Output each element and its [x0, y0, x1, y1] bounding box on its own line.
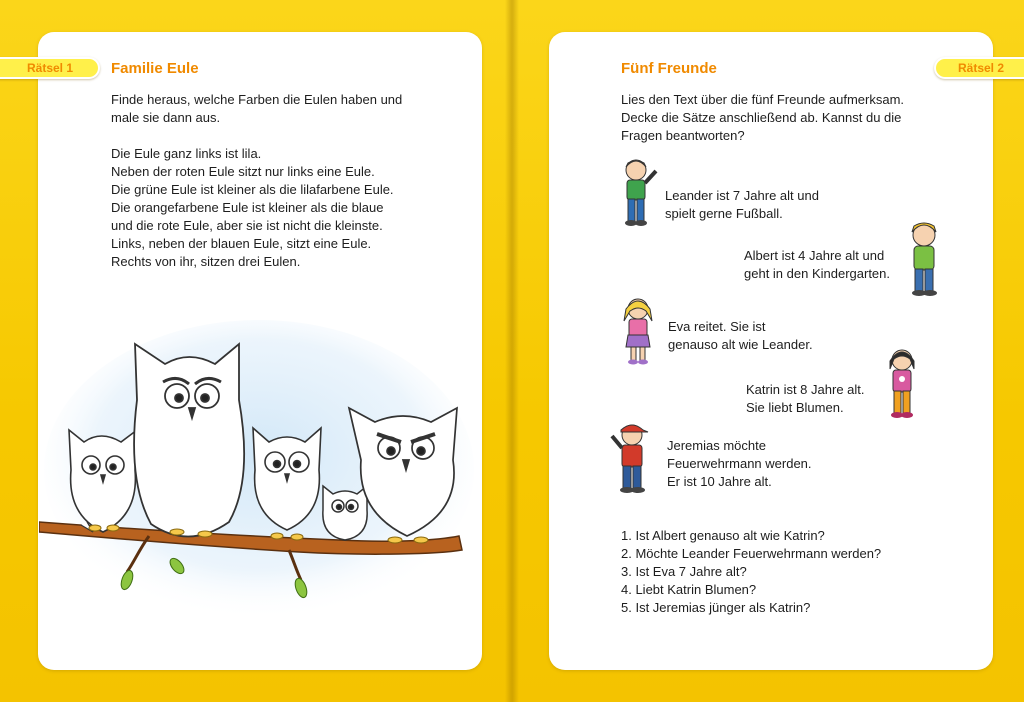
question-list: [621, 527, 881, 617]
friend-text-eva: [668, 318, 813, 354]
right-page-title: Fünf Freunde: [621, 60, 717, 77]
friend-line: genauso alt wie Leander.: [668, 337, 813, 352]
question-item: 4. Liebt Katrin Blumen?: [621, 582, 757, 597]
friend-text-jeremias: [667, 437, 812, 491]
question-item: 1. Ist Albert genauso alt wie Katrin?: [621, 528, 825, 543]
friend-line: spielt gerne Fußball.: [665, 206, 783, 221]
puzzle-tab-1: Rätsel 1: [0, 57, 100, 79]
question-item: 2. Möchte Leander Feuerwehrmann werden?: [621, 546, 882, 561]
friend-line: Feuerwehrmann werden.: [667, 456, 812, 471]
intro-line: Fragen beantworten?: [621, 128, 745, 143]
clue-line: und die rote Eule, aber sie ist nicht die kleinste.: [111, 218, 383, 233]
puzzle-tab-2: Rätsel 2: [934, 57, 1024, 79]
albert-illustration: [900, 218, 950, 300]
friend-line: Jeremias möchte: [667, 438, 766, 453]
clue-line: Rechts von ihr, sitzen drei Eulen.: [111, 254, 301, 269]
friend-line: Er ist 10 Jahre alt.: [667, 474, 772, 489]
left-page-title: Familie Eule: [111, 60, 199, 77]
friend-text-albert: [744, 247, 890, 283]
owl-family-illustration: [39, 300, 481, 630]
friend-line: Albert ist 4 Jahre alt und: [744, 248, 885, 263]
clue-line: Neben der roten Eule sitzt nur links eine Eule.: [111, 164, 375, 179]
eva-illustration: [618, 295, 658, 367]
clue-line: Die orangefarbene Eule ist kleiner als die blaue: [111, 200, 384, 215]
clue-line: Die grüne Eule ist kleiner als die lilafarbene Eule.: [111, 182, 394, 197]
owl-clues: [111, 145, 394, 271]
katrin-illustration: [880, 345, 924, 423]
clue-line: Links, neben der blauen Eule, sitzt eine Eule.: [111, 236, 372, 251]
friend-text-katrin: [746, 381, 865, 417]
intro-line: Decke die Sätze anschließend ab. Kannst du die: [621, 110, 902, 125]
intro-line: Lies den Text über die fünf Freunde aufmerksam.: [621, 92, 905, 107]
intro-line: Finde heraus, welche Farben die Eulen haben und: [111, 92, 403, 107]
jeremias-illustration: [606, 418, 656, 498]
friend-line: Eva reitet. Sie ist: [668, 319, 766, 334]
friend-text-leander: [665, 187, 819, 223]
clue-line: Die Eule ganz links ist lila.: [111, 146, 262, 161]
friend-line: Katrin ist 8 Jahre alt.: [746, 382, 865, 397]
question-item: 3. Ist Eva 7 Jahre alt?: [621, 564, 747, 579]
book-spine: [505, 0, 519, 702]
friend-line: Sie liebt Blumen.: [746, 400, 844, 415]
leander-illustration: [614, 155, 664, 230]
left-intro: [111, 91, 402, 127]
intro-line: male sie dann aus.: [111, 110, 221, 125]
question-item: 5. Ist Jeremias jünger als Katrin?: [621, 600, 811, 615]
friend-line: geht in den Kindergarten.: [744, 266, 890, 281]
right-intro: [621, 91, 904, 145]
friend-line: Leander ist 7 Jahre alt und: [665, 188, 819, 203]
